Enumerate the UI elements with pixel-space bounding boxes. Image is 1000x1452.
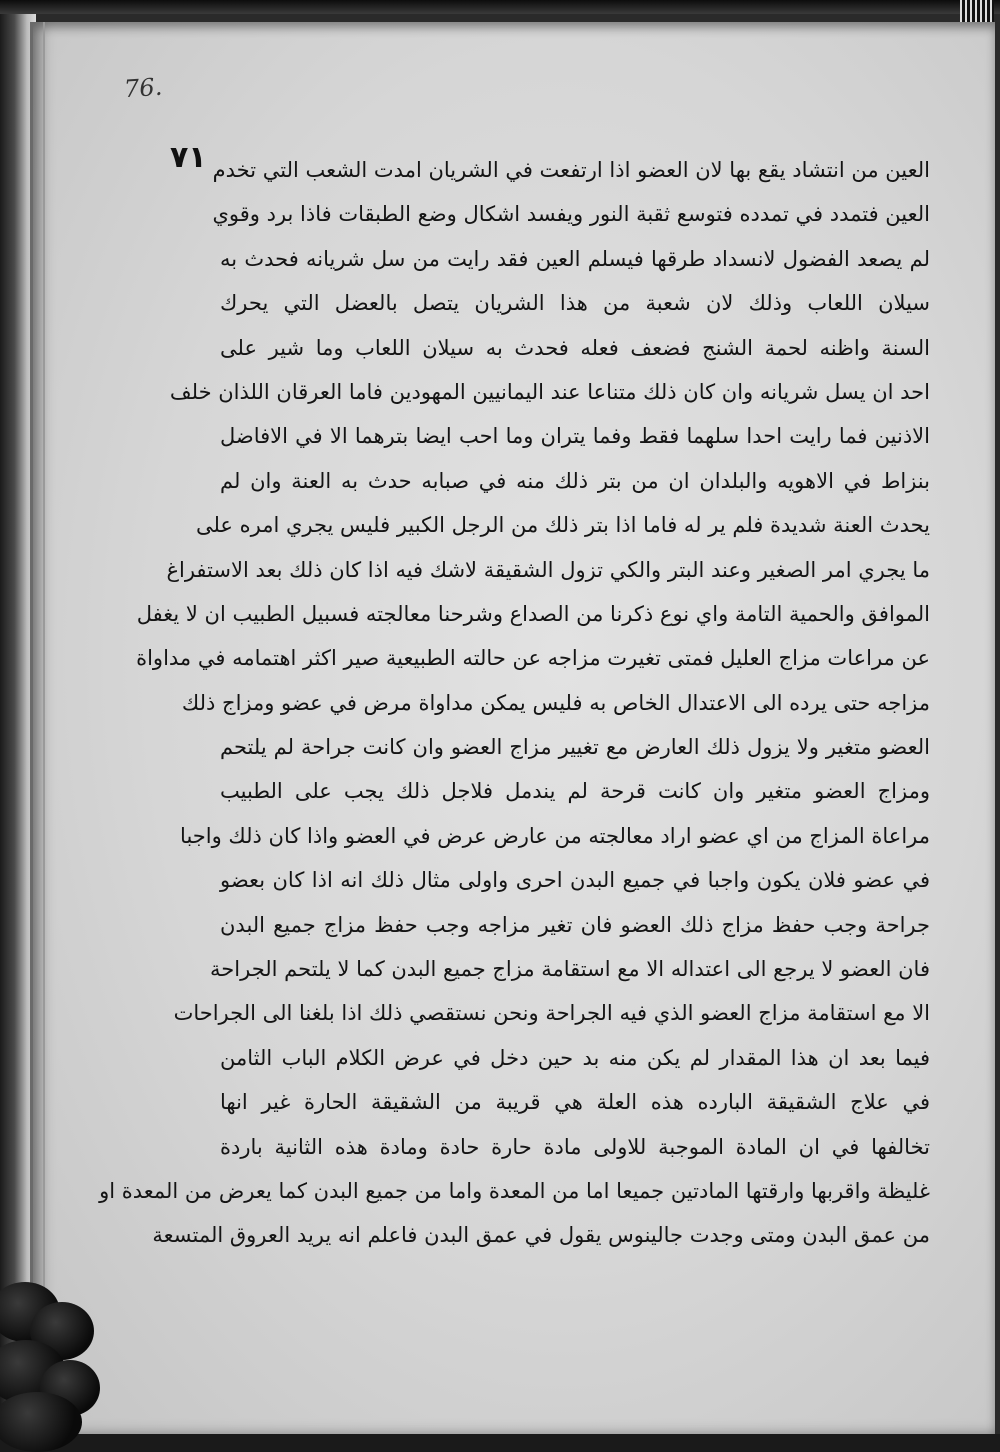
text-line: في علاج الشقيقة البارده هذه العلة هي قريبة من الشقيقة الحارة غير انها <box>220 1090 930 1115</box>
text-line: غليظة واقربها وارقتها المادتين جميعا اما من المعدة واما من جميع البدن كما يعرض من المعدة او <box>99 1178 930 1203</box>
text-line: احد ان يسل شريانه وان كان ذلك متناعا عند اليمانيين المهودين فاما العرقان اللذان خلف <box>169 379 930 404</box>
text-line: ومزاج العضو متغير وان كانت قرحة لم يندمل فلاجل ذلك يجب على الطبيب <box>220 779 930 804</box>
text-line: الموافق والحمية التامة واي نوع ذكرنا من الصداع وشرحنا معالجته فسبيل الطبيب ان لا يغفل <box>136 601 930 626</box>
text-line: بنزاط في الاهويه والبلدان ان من بتر ذلك منه في صبابه حدث به العنة وان لم <box>220 468 930 493</box>
text-line: ما يجري امر الصغير وعند البتر والكي تزول الشقيقة لاشك فيه اذا كان ذلك بعد الاستفراغ <box>166 557 930 582</box>
text-line: تخالفها في ان المادة الموجبة للاولى مادة حارة حادة ومادة هذه الثانية باردة <box>220 1134 930 1159</box>
text-line: الا مع استقامة مزاج العضو الذي فيه الجراحة ونحن نستقصي ذلك اذا بلغنا الى الجراحات <box>173 1001 930 1026</box>
text-line: عن مراعات مزاج العليل فمتى تغيرت مزاجه عن حالته الطبيعية صير اكثر اهتمامه في مداواة <box>136 646 930 671</box>
text-line: لم يصعد الفضول لانسداد طرقها فيسلم العين فقد رايت من سل شريانه فحدث به <box>220 246 930 271</box>
text-line: مراعاة المزاج من اي عضو اراد معالجته من عارض عرض في العضو واذا كان ذلك واجبا <box>180 823 930 848</box>
text-line: العين فتمدد في تمدده فتوسع ثقبة النور ويفسد اشكال وضع الطبقات فاذا برد وقوي <box>212 202 930 227</box>
text-line: الاذنين فما رايت احدا سلهما فقط وفما يتران وما احب ايضا بترهما الا في الافاضل <box>220 424 930 449</box>
folio-number-arabic: ٧١ <box>170 140 207 175</box>
folio-number-latin: 76. <box>123 72 164 104</box>
text-line: العضو متغير ولا يزول ذلك العارض مع تغيير مزاج العضو وان كانت جراحة لم يلتحم <box>220 735 930 760</box>
text-line: يحدث العنة شديدة فلم ير له فاما اذا بتر ذلك من الرجل الكبير فليس يجري امره على <box>195 513 930 538</box>
thumb-shadow <box>0 1282 110 1434</box>
text-line: فيما بعد ان هذا المقدار لم يكن منه بد حين دخل في عرض الكلام الباب الثامن <box>220 1045 930 1070</box>
text-line: من عمق البدن ومتى وجدت جالينوس يقول في عمق البدن فاعلم انه يريد العروق المتسعة <box>152 1223 930 1248</box>
text-line: العين من انتشاد يقع بها لان العضو اذا ارتفعت في الشريان امدت الشعب التي تخدم <box>212 158 930 182</box>
margin-rule <box>43 22 45 1434</box>
text-line: سيلان اللعاب وذلك لان شعبة من هذا الشريان يتصل بالعضل التي يحرك <box>220 291 930 316</box>
text-line: السنة واظنه لحمة الشنج فضعف فعله فحدث به سيلان اللعاب وما شير على <box>220 335 930 360</box>
text-line: في عضو فلان يكون واجبا في جميع البدن احرى واولى مثال ذلك انه اذا كان بعضو <box>220 868 930 893</box>
text-line: فان العضو لا يرجع الى اعتداله الا مع استقامة مزاج جميع البدن كما لا يلتحم الجراحة <box>210 957 930 982</box>
scanner-edge <box>0 0 1000 14</box>
scan-ruler <box>960 0 994 22</box>
text-line: جراحة وجب حفظ مزاج ذلك العضو فان تغير مزاجه وجب حفظ مزاج جميع البدن <box>220 912 930 937</box>
text-line: مزاجه حتى يرده الى الاعتدال الخاص به فليس يمكن مداواة مرض في عضو ومزاج ذلك <box>181 690 930 715</box>
